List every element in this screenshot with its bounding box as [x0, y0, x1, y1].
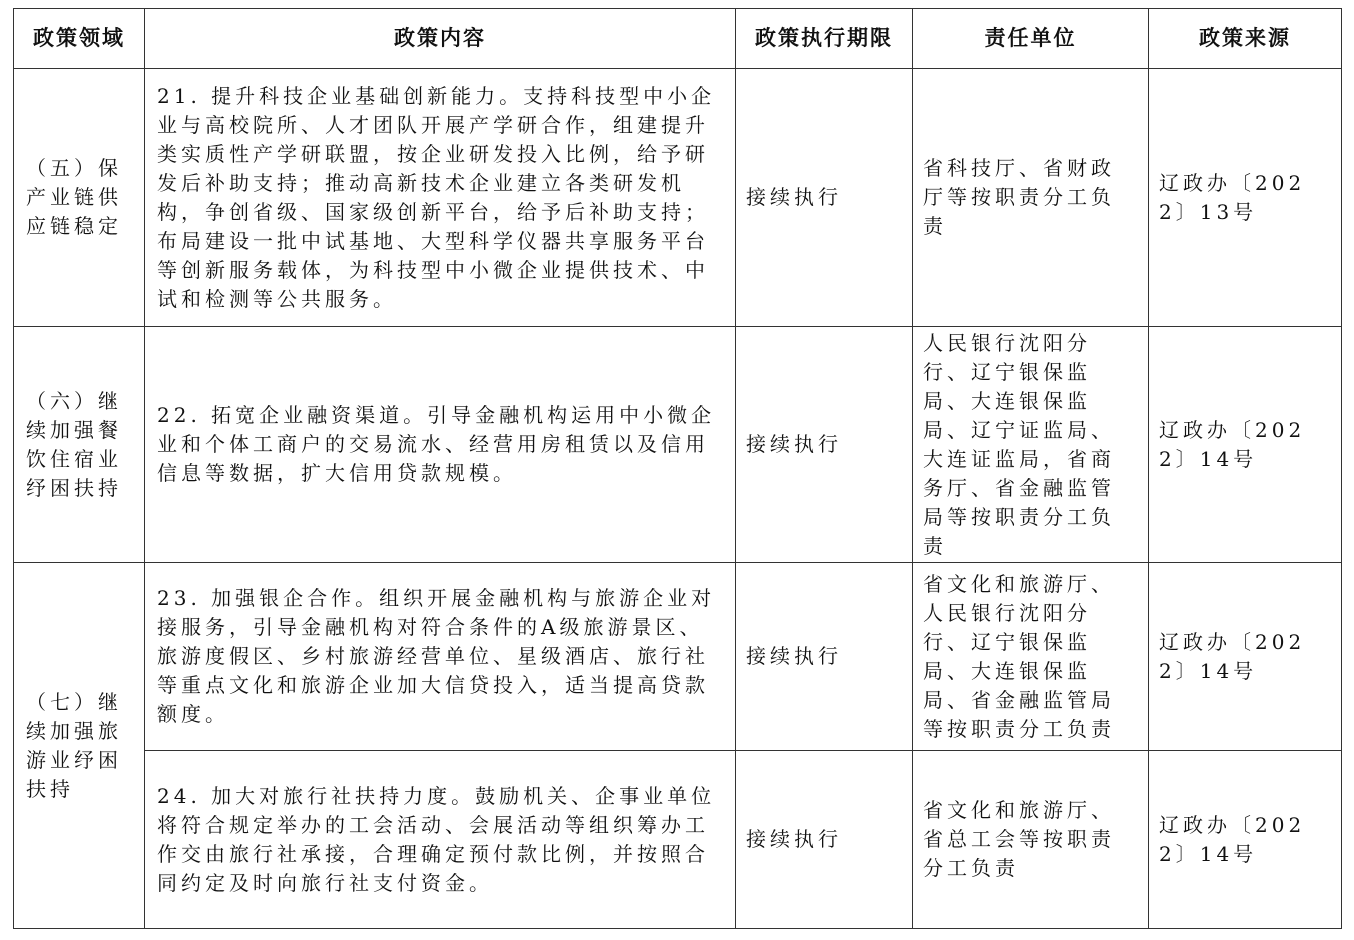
header-source: 政策来源 — [1149, 9, 1342, 69]
responsible-unit-cell: 人民银行沈阳分行、辽宁银保监局、大连银保监局、辽宁证监局、大连证监局，省商务厅、省金融监管局等按职责分工负责 — [913, 327, 1149, 563]
header-row — [14, 9, 1342, 69]
policy-content-cell: 22. 拓宽企业融资渠道。引导金融机构运用中小微企业和个体工商户的交易流水、经营用房租赁以及信用信息等数据，扩大信用贷款规模。 — [145, 327, 736, 563]
policy-source-cell: 辽政办〔2022〕14号 — [1149, 751, 1342, 929]
policy-period-cell: 接续执行 — [736, 327, 913, 563]
responsible-unit-cell: 省文化和旅游厅、人民银行沈阳分行、辽宁银保监局、大连银保监局、省金融监管局等按职责分工负责 — [913, 563, 1149, 751]
policy-domain-cell: （五）保产业链供应链稳定 — [14, 69, 145, 327]
header-content: 政策内容 — [145, 9, 736, 69]
header-unit: 责任单位 — [913, 9, 1149, 69]
table-row — [14, 751, 1342, 929]
table-row — [14, 69, 1342, 327]
policy-content-cell: 24. 加大对旅行社扶持力度。鼓励机关、企事业单位将符合规定举办的工会活动、会展活动等组织筹办工作交由旅行社承接，合理确定预付款比例，并按照合同约定及时向旅行社支付资金。 — [145, 751, 736, 929]
header-period: 政策执行期限 — [736, 9, 913, 69]
policy-domain-cell: （七）继续加强旅游业纾困扶持 — [14, 563, 145, 929]
policy-domain-cell: （六）继续加强餐饮住宿业纾困扶持 — [14, 327, 145, 563]
header-domain: 政策领域 — [14, 9, 145, 69]
table-row — [14, 563, 1342, 751]
policy-source-cell: 辽政办〔2022〕14号 — [1149, 563, 1342, 751]
responsible-unit-cell: 省文化和旅游厅、省总工会等按职责分工负责 — [913, 751, 1149, 929]
responsible-unit-cell: 省科技厅、省财政厅等按职责分工负责 — [913, 69, 1149, 327]
policy-period-cell: 接续执行 — [736, 751, 913, 929]
policy-content-cell: 21. 提升科技企业基础创新能力。支持科技型中小企业与高校院所、人才团队开展产学研合作，组建提升类实质性产学研联盟，按企业研发投入比例，给予研发后补助支持；推动高新技术企业建立各类研发机构，争创省级、国家级创新平台，给予后补助支持；布局建设一批中试基地、大型科学仪器共享服务平台等创新服务载体，为科技型中小微企业提供技术、中试和检测等公共服务。 — [145, 69, 736, 327]
policy-content-cell: 23. 加强银企合作。组织开展金融机构与旅游企业对接服务，引导金融机构对符合条件的A级旅游景区、旅游度假区、乡村旅游经营单位、星级酒店、旅行社等重点文化和旅游企业加大信贷投入，适当提高贷款额度。 — [145, 563, 736, 751]
policy-period-cell: 接续执行 — [736, 563, 913, 751]
policy-table — [13, 8, 1342, 929]
table-row — [14, 327, 1342, 563]
policy-period-cell: 接续执行 — [736, 69, 913, 327]
policy-source-cell: 辽政办〔2022〕13号 — [1149, 69, 1342, 327]
policy-source-cell: 辽政办〔2022〕14号 — [1149, 327, 1342, 563]
